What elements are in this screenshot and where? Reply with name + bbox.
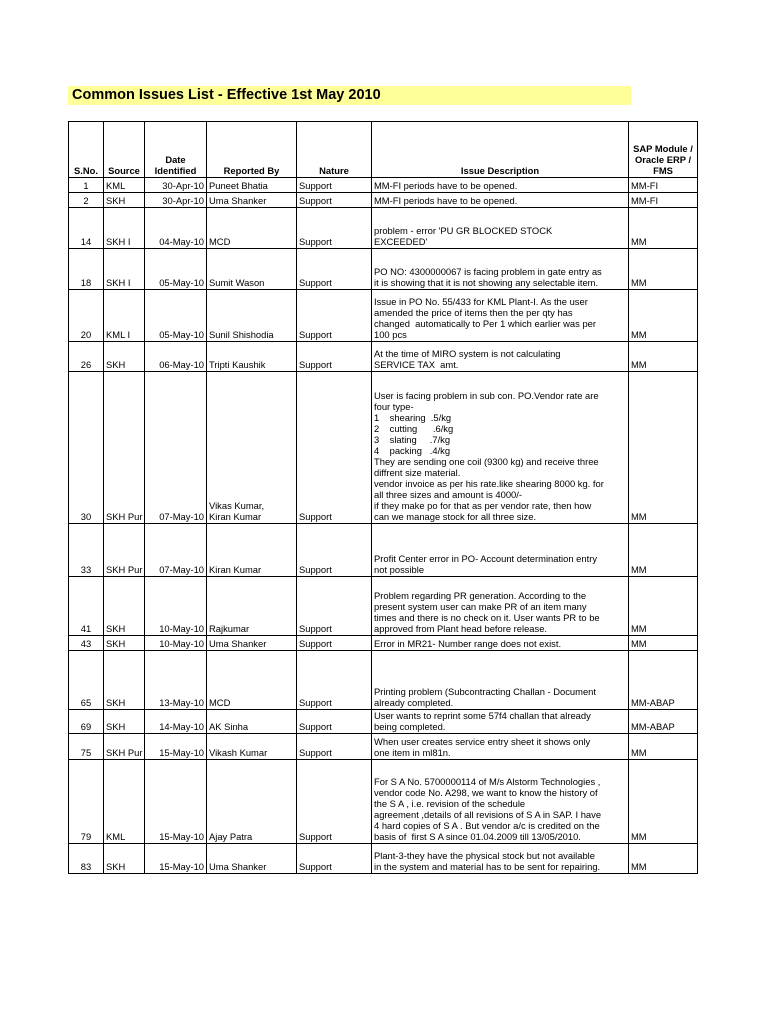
cell-source: SKH Pur <box>104 734 145 760</box>
cell-issue-description: MM-FI periods have to be opened. <box>372 178 629 193</box>
cell-source: SKH <box>104 577 145 636</box>
header-issue-description: Issue Description <box>372 122 629 178</box>
cell-issue-description: Printing problem (Subcontracting Challan - Document already completed. <box>372 651 629 710</box>
cell-nature: Support <box>297 844 372 874</box>
cell-issue-description: Issue in PO No. 55/433 for KML Plant-I. As the user amended the price of items then the per qty has changed automatically to Per 1 which earlier was per 100 pcs <box>372 290 629 342</box>
table-row <box>69 844 698 874</box>
header-sno: S.No. <box>69 122 104 178</box>
cell-sno: 18 <box>69 249 104 290</box>
header-sap-module: SAP Module / Oracle ERP / FMS <box>629 122 698 178</box>
cell-nature: Support <box>297 760 372 844</box>
cell-nature: Support <box>297 178 372 193</box>
cell-reported-by: Puneet Bhatia <box>207 178 297 193</box>
cell-sno: 83 <box>69 844 104 874</box>
cell-sno: 14 <box>69 208 104 249</box>
cell-reported-by: Rajkumar <box>207 577 297 636</box>
cell-date-identified: 10-May-10 <box>145 636 207 651</box>
cell-source: SKH <box>104 844 145 874</box>
cell-sno: 2 <box>69 193 104 208</box>
cell-issue-description: For S A No. 5700000114 of M/s Alstorm Technologies , vendor code No. A298, we want to know the history of the S A , i.e. revision of the schedule agreement ,details of all revisions of S A in SAP. I have 4 hard copies of S A . But vendor a/c is credited on the basis of first S A since 01.04.2009 till 13/05/2010. <box>372 760 629 844</box>
header-source: Source <box>104 122 145 178</box>
cell-issue-description: Profit Center error in PO- Account determination entry not possible <box>372 524 629 577</box>
header-date-identified: Date Identified <box>145 122 207 178</box>
cell-issue-description: Problem regarding PR generation. According to the present system user can make PR of an item many times and there is no check on it. User wants PR to be approved from Plant head before release. <box>372 577 629 636</box>
cell-reported-by: MCD <box>207 651 297 710</box>
cell-date-identified: 14-May-10 <box>145 710 207 734</box>
cell-date-identified: 06-May-10 <box>145 342 207 372</box>
table-row <box>69 342 698 372</box>
cell-sno: 30 <box>69 372 104 524</box>
table-row <box>69 710 698 734</box>
header-nature: Nature <box>297 122 372 178</box>
cell-date-identified: 30-Apr-10 <box>145 193 207 208</box>
cell-date-identified: 07-May-10 <box>145 524 207 577</box>
table-row <box>69 524 698 577</box>
cell-date-identified: 15-May-10 <box>145 734 207 760</box>
cell-reported-by: Tripti Kaushik <box>207 342 297 372</box>
cell-nature: Support <box>297 651 372 710</box>
cell-sno: 20 <box>69 290 104 342</box>
cell-source: SKH <box>104 710 145 734</box>
cell-reported-by: MCD <box>207 208 297 249</box>
cell-nature: Support <box>297 524 372 577</box>
cell-date-identified: 10-May-10 <box>145 577 207 636</box>
cell-reported-by: Sunil Shishodia <box>207 290 297 342</box>
cell-sno: 79 <box>69 760 104 844</box>
cell-reported-by: Uma Shanker <box>207 193 297 208</box>
cell-date-identified: 30-Apr-10 <box>145 178 207 193</box>
cell-sap-module: MM <box>629 734 698 760</box>
cell-reported-by: AK Sinha <box>207 710 297 734</box>
cell-source: SKH <box>104 193 145 208</box>
cell-issue-description: MM-FI periods have to be opened. <box>372 193 629 208</box>
cell-source: SKH Pur <box>104 524 145 577</box>
cell-sno: 43 <box>69 636 104 651</box>
cell-sno: 33 <box>69 524 104 577</box>
cell-nature: Support <box>297 577 372 636</box>
cell-source: SKH I <box>104 208 145 249</box>
cell-sno: 65 <box>69 651 104 710</box>
cell-issue-description: PO NO: 4300000067 is facing problem in gate entry as it is showing that it is not showing any selectable item. <box>372 249 629 290</box>
table-row <box>69 208 698 249</box>
cell-issue-description: Plant-3-they have the physical stock but not available in the system and material has to be sent for repairing. <box>372 844 629 874</box>
cell-issue-description: When user creates service entry sheet it shows only one item in ml81n. <box>372 734 629 760</box>
cell-source: SKH <box>104 651 145 710</box>
cell-sap-module: MM <box>629 249 698 290</box>
table-row <box>69 249 698 290</box>
cell-reported-by: Uma Shanker <box>207 844 297 874</box>
cell-sno: 69 <box>69 710 104 734</box>
table-row <box>69 636 698 651</box>
header-row <box>69 122 698 178</box>
issues-table <box>68 121 698 874</box>
cell-source: KML I <box>104 290 145 342</box>
cell-nature: Support <box>297 710 372 734</box>
cell-sap-module: MM <box>629 372 698 524</box>
table-row <box>69 577 698 636</box>
cell-sap-module: MM-ABAP <box>629 651 698 710</box>
cell-sap-module: MM <box>629 290 698 342</box>
cell-sap-module: MM <box>629 524 698 577</box>
cell-sno: 1 <box>69 178 104 193</box>
cell-nature: Support <box>297 193 372 208</box>
cell-sap-module: MM-FI <box>629 178 698 193</box>
cell-nature: Support <box>297 249 372 290</box>
table-row <box>69 193 698 208</box>
cell-date-identified: 05-May-10 <box>145 290 207 342</box>
cell-date-identified: 13-May-10 <box>145 651 207 710</box>
cell-nature: Support <box>297 208 372 249</box>
cell-sap-module: MM <box>629 342 698 372</box>
cell-sap-module: MM <box>629 844 698 874</box>
cell-sno: 41 <box>69 577 104 636</box>
cell-date-identified: 15-May-10 <box>145 760 207 844</box>
cell-source: KML <box>104 760 145 844</box>
cell-issue-description: User wants to reprint some 57f4 challan that already being completed. <box>372 710 629 734</box>
cell-reported-by: Vikas Kumar, Kiran Kumar <box>207 372 297 524</box>
cell-nature: Support <box>297 372 372 524</box>
cell-sno: 26 <box>69 342 104 372</box>
table-row <box>69 372 698 524</box>
table-row <box>69 651 698 710</box>
cell-issue-description: Error in MR21- Number range does not exist. <box>372 636 629 651</box>
cell-reported-by: Vikash Kumar <box>207 734 297 760</box>
cell-nature: Support <box>297 290 372 342</box>
cell-source: SKH I <box>104 249 145 290</box>
cell-sno: 75 <box>69 734 104 760</box>
cell-nature: Support <box>297 636 372 651</box>
cell-reported-by: Uma Shanker <box>207 636 297 651</box>
cell-date-identified: 15-May-10 <box>145 844 207 874</box>
cell-reported-by: Kiran Kumar <box>207 524 297 577</box>
cell-source: SKH <box>104 342 145 372</box>
cell-nature: Support <box>297 734 372 760</box>
cell-reported-by: Sumit Wason <box>207 249 297 290</box>
cell-sap-module: MM <box>629 760 698 844</box>
table-row <box>69 178 698 193</box>
header-reported-by: Reported By <box>207 122 297 178</box>
cell-issue-description: problem - error 'PU GR BLOCKED STOCK EXCEEDED' <box>372 208 629 249</box>
cell-sap-module: MM-FI <box>629 193 698 208</box>
table-row <box>69 290 698 342</box>
cell-reported-by: Ajay Patra <box>207 760 297 844</box>
cell-nature: Support <box>297 342 372 372</box>
cell-sap-module: MM <box>629 208 698 249</box>
cell-date-identified: 05-May-10 <box>145 249 207 290</box>
cell-issue-description: User is facing problem in sub con. PO.Vendor rate are four type- 1 shearing .5/kg 2 cutting .6/kg 3 slating .7/kg 4 packing .4/kg They are sending one coil (9300 kg) and receive three diffrent size material. vendor invoice as per his rate.like shearing 8000 kg. for all three sizes and amount is 4000/- if they make po for that as per vendor rate, then how can we manage stock for all three size. <box>372 372 629 524</box>
cell-source: SKH Pur <box>104 372 145 524</box>
cell-sap-module: MM <box>629 636 698 651</box>
cell-issue-description: At the time of MIRO system is not calculating SERVICE TAX amt. <box>372 342 629 372</box>
document-title: Common Issues List - Effective 1st May 2010 <box>68 86 631 105</box>
cell-sap-module: MM-ABAP <box>629 710 698 734</box>
cell-date-identified: 04-May-10 <box>145 208 207 249</box>
cell-sap-module: MM <box>629 577 698 636</box>
cell-source: KML <box>104 178 145 193</box>
cell-source: SKH <box>104 636 145 651</box>
cell-date-identified: 07-May-10 <box>145 372 207 524</box>
table-row <box>69 734 698 760</box>
table-row <box>69 760 698 844</box>
